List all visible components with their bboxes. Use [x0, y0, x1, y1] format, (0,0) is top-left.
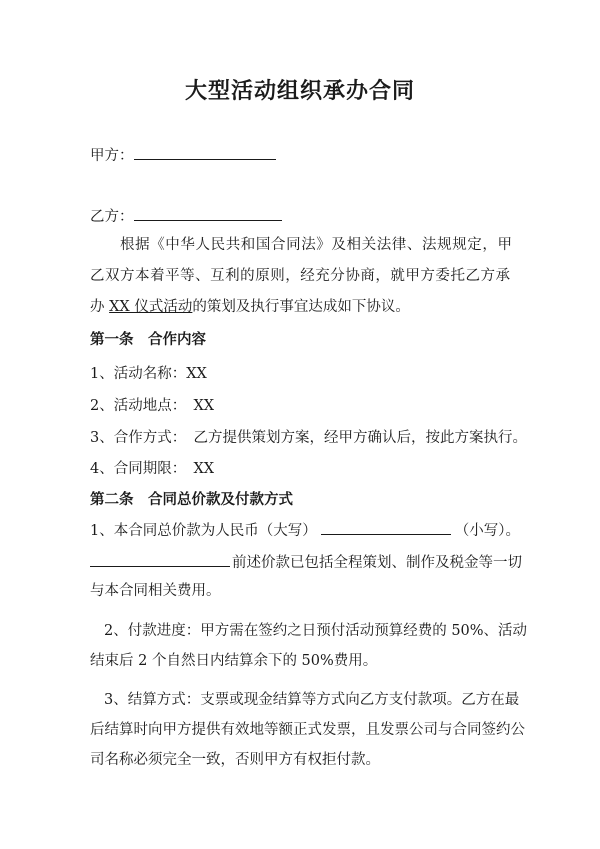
article-2-p1-line-3: 与本合同相关费用。 — [90, 583, 221, 599]
article-2-p1-line-1 — [90, 518, 520, 541]
total-price-label: 1、本合同总价款为人民币（大写） — [90, 523, 317, 539]
intro-line-1: 根据《中华人民共和国合同法》及相关法律、法规规定，甲 — [120, 237, 512, 253]
lowercase-label: （小写）。 — [454, 523, 520, 539]
price-lowercase-blank — [90, 550, 230, 567]
article-2-p2-line-1: 2、付款进度：甲方需在签约之日预付活动预算经费的 50%、活动 — [104, 623, 528, 639]
article-1-item-3: 3、合作方式： 乙方提供策划方案，经甲方确认后，按此方案执行。 — [90, 430, 527, 446]
article-1-item-4: 4、合同期限： XX — [90, 461, 215, 477]
party-a-blank — [134, 143, 276, 160]
intro-line-2: 乙双方本着平等、互利的原则，经充分协商，就甲方委托乙方承 — [90, 268, 510, 284]
party-b-blank — [134, 204, 282, 221]
intro-line-3-prefix: 办 — [90, 299, 110, 315]
article-2-heading: 第二条 合同总价款及付款方式 — [90, 491, 293, 508]
article-1-item-2: 2、活动地点： XX — [90, 398, 215, 414]
price-includes-text: 前述价款已包括全程策划、制作及税金等一切 — [232, 555, 522, 571]
article-1-item-1: 1、活动名称：XX — [90, 366, 207, 382]
price-uppercase-blank — [321, 518, 451, 535]
party-b-label: 乙方： — [90, 209, 134, 225]
article-2-p3-line-1: 3、结算方式：支票或现金结算等方式向乙方支付款项。乙方在最 — [104, 692, 520, 708]
party-b-line — [90, 204, 282, 227]
document-title: 大型活动组织承办合同 — [184, 78, 415, 104]
intro-line-3 — [90, 297, 410, 317]
article-2-p2-line-2: 结束后 2 个自然日内结算余下的 50%费用。 — [90, 653, 378, 669]
article-2-p3-line-2: 后结算时向甲方提供有效地等额正式发票，且发票公司与合同签约公 — [90, 722, 525, 738]
article-2-p3-line-3: 司名称必须完全一致，否则甲方有权拒付款。 — [90, 752, 380, 768]
article-1-heading: 第一条 合作内容 — [90, 331, 206, 348]
intro-line-3-suffix: 的策划及执行事宜达成如下协议。 — [192, 299, 410, 315]
article-2-p1-line-2 — [90, 550, 522, 573]
party-a-label: 甲方： — [90, 148, 134, 164]
activity-name-underlined: XX 仪式活动 — [109, 299, 193, 315]
party-a-line — [90, 143, 276, 166]
